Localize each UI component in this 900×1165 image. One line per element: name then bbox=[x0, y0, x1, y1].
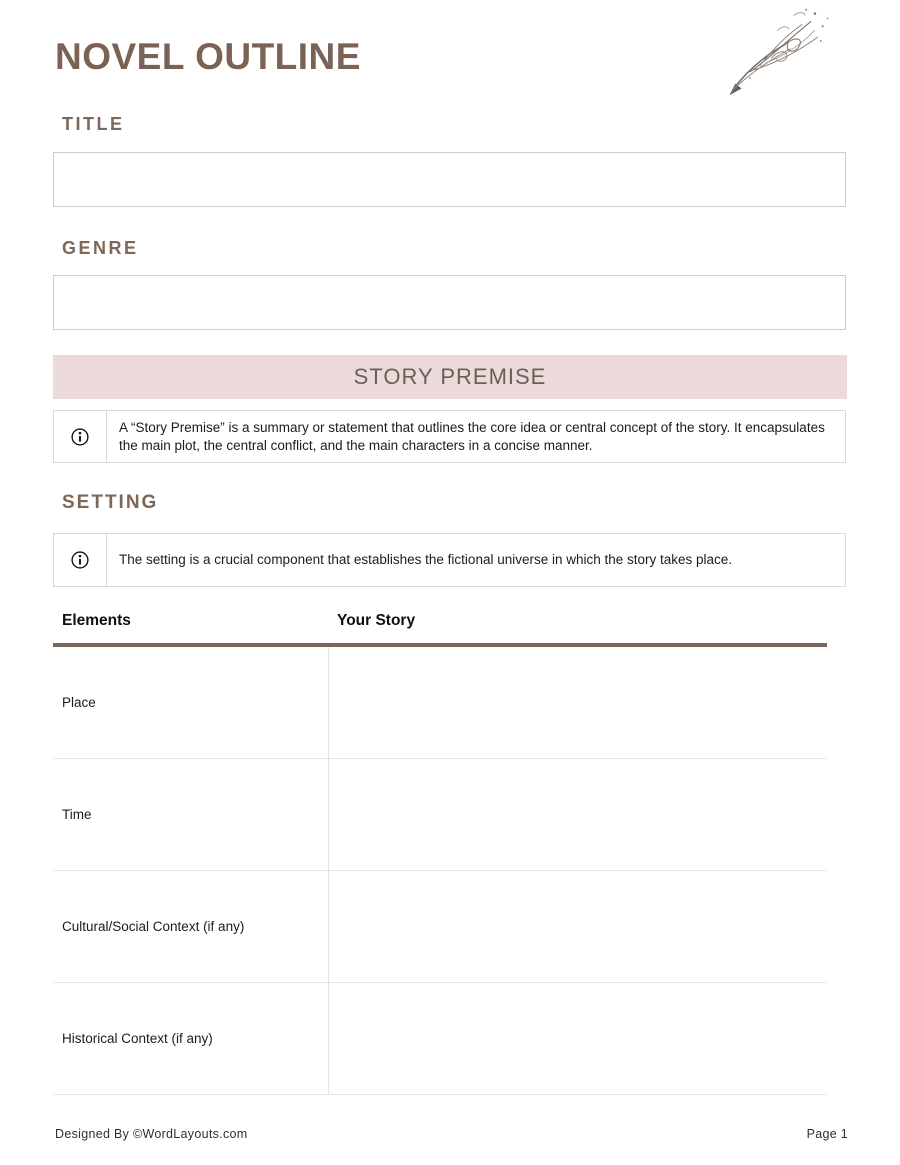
title-input[interactable] bbox=[53, 152, 846, 207]
element-label-cell: Time bbox=[53, 759, 329, 870]
quill-pen-illustration bbox=[720, 2, 838, 104]
story-premise-info-text: A “Story Premise” is a summary or statement that outlines the core idea or central concept of the story. It encapsulates the main plot, the central conflict, and the main characters in a concise manner. bbox=[119, 419, 825, 453]
element-label-cell: Historical Context (if any) bbox=[53, 983, 329, 1094]
info-circle-icon bbox=[69, 549, 91, 571]
genre-input[interactable] bbox=[53, 275, 846, 330]
your-story-input-cell[interactable] bbox=[329, 647, 827, 758]
your-story-input-cell[interactable] bbox=[329, 759, 827, 870]
story-premise-banner: STORY PREMISE bbox=[53, 355, 847, 399]
info-icon-cell bbox=[54, 411, 107, 462]
setting-info-text: The setting is a crucial component that establishes the fictional universe in which the story takes place. bbox=[119, 552, 733, 567]
footer-credit: Designed By ©WordLayouts.com bbox=[55, 1127, 248, 1141]
your-story-input-cell[interactable] bbox=[329, 871, 827, 982]
table-row bbox=[53, 647, 827, 759]
table-row bbox=[53, 871, 827, 983]
footer-page-number: Page 1 bbox=[806, 1127, 848, 1141]
page-title: NOVEL OUTLINE bbox=[55, 36, 361, 77]
table-row bbox=[53, 759, 827, 871]
element-label-cell: Cultural/Social Context (if any) bbox=[53, 871, 329, 982]
info-circle-icon bbox=[69, 426, 91, 448]
table-row bbox=[53, 983, 827, 1095]
genre-heading: GENRE bbox=[62, 238, 139, 258]
setting-table bbox=[53, 647, 827, 1095]
your-story-input-cell[interactable] bbox=[329, 983, 827, 1094]
story-premise-info-box bbox=[53, 410, 846, 463]
column-header-your-story: Your Story bbox=[337, 612, 416, 629]
column-header-elements: Elements bbox=[62, 612, 131, 629]
info-icon-cell bbox=[54, 534, 107, 586]
setting-heading: SETTING bbox=[62, 492, 159, 513]
title-heading: TITLE bbox=[62, 114, 125, 134]
setting-info-box bbox=[53, 533, 846, 587]
element-label-cell: Place bbox=[53, 647, 329, 758]
